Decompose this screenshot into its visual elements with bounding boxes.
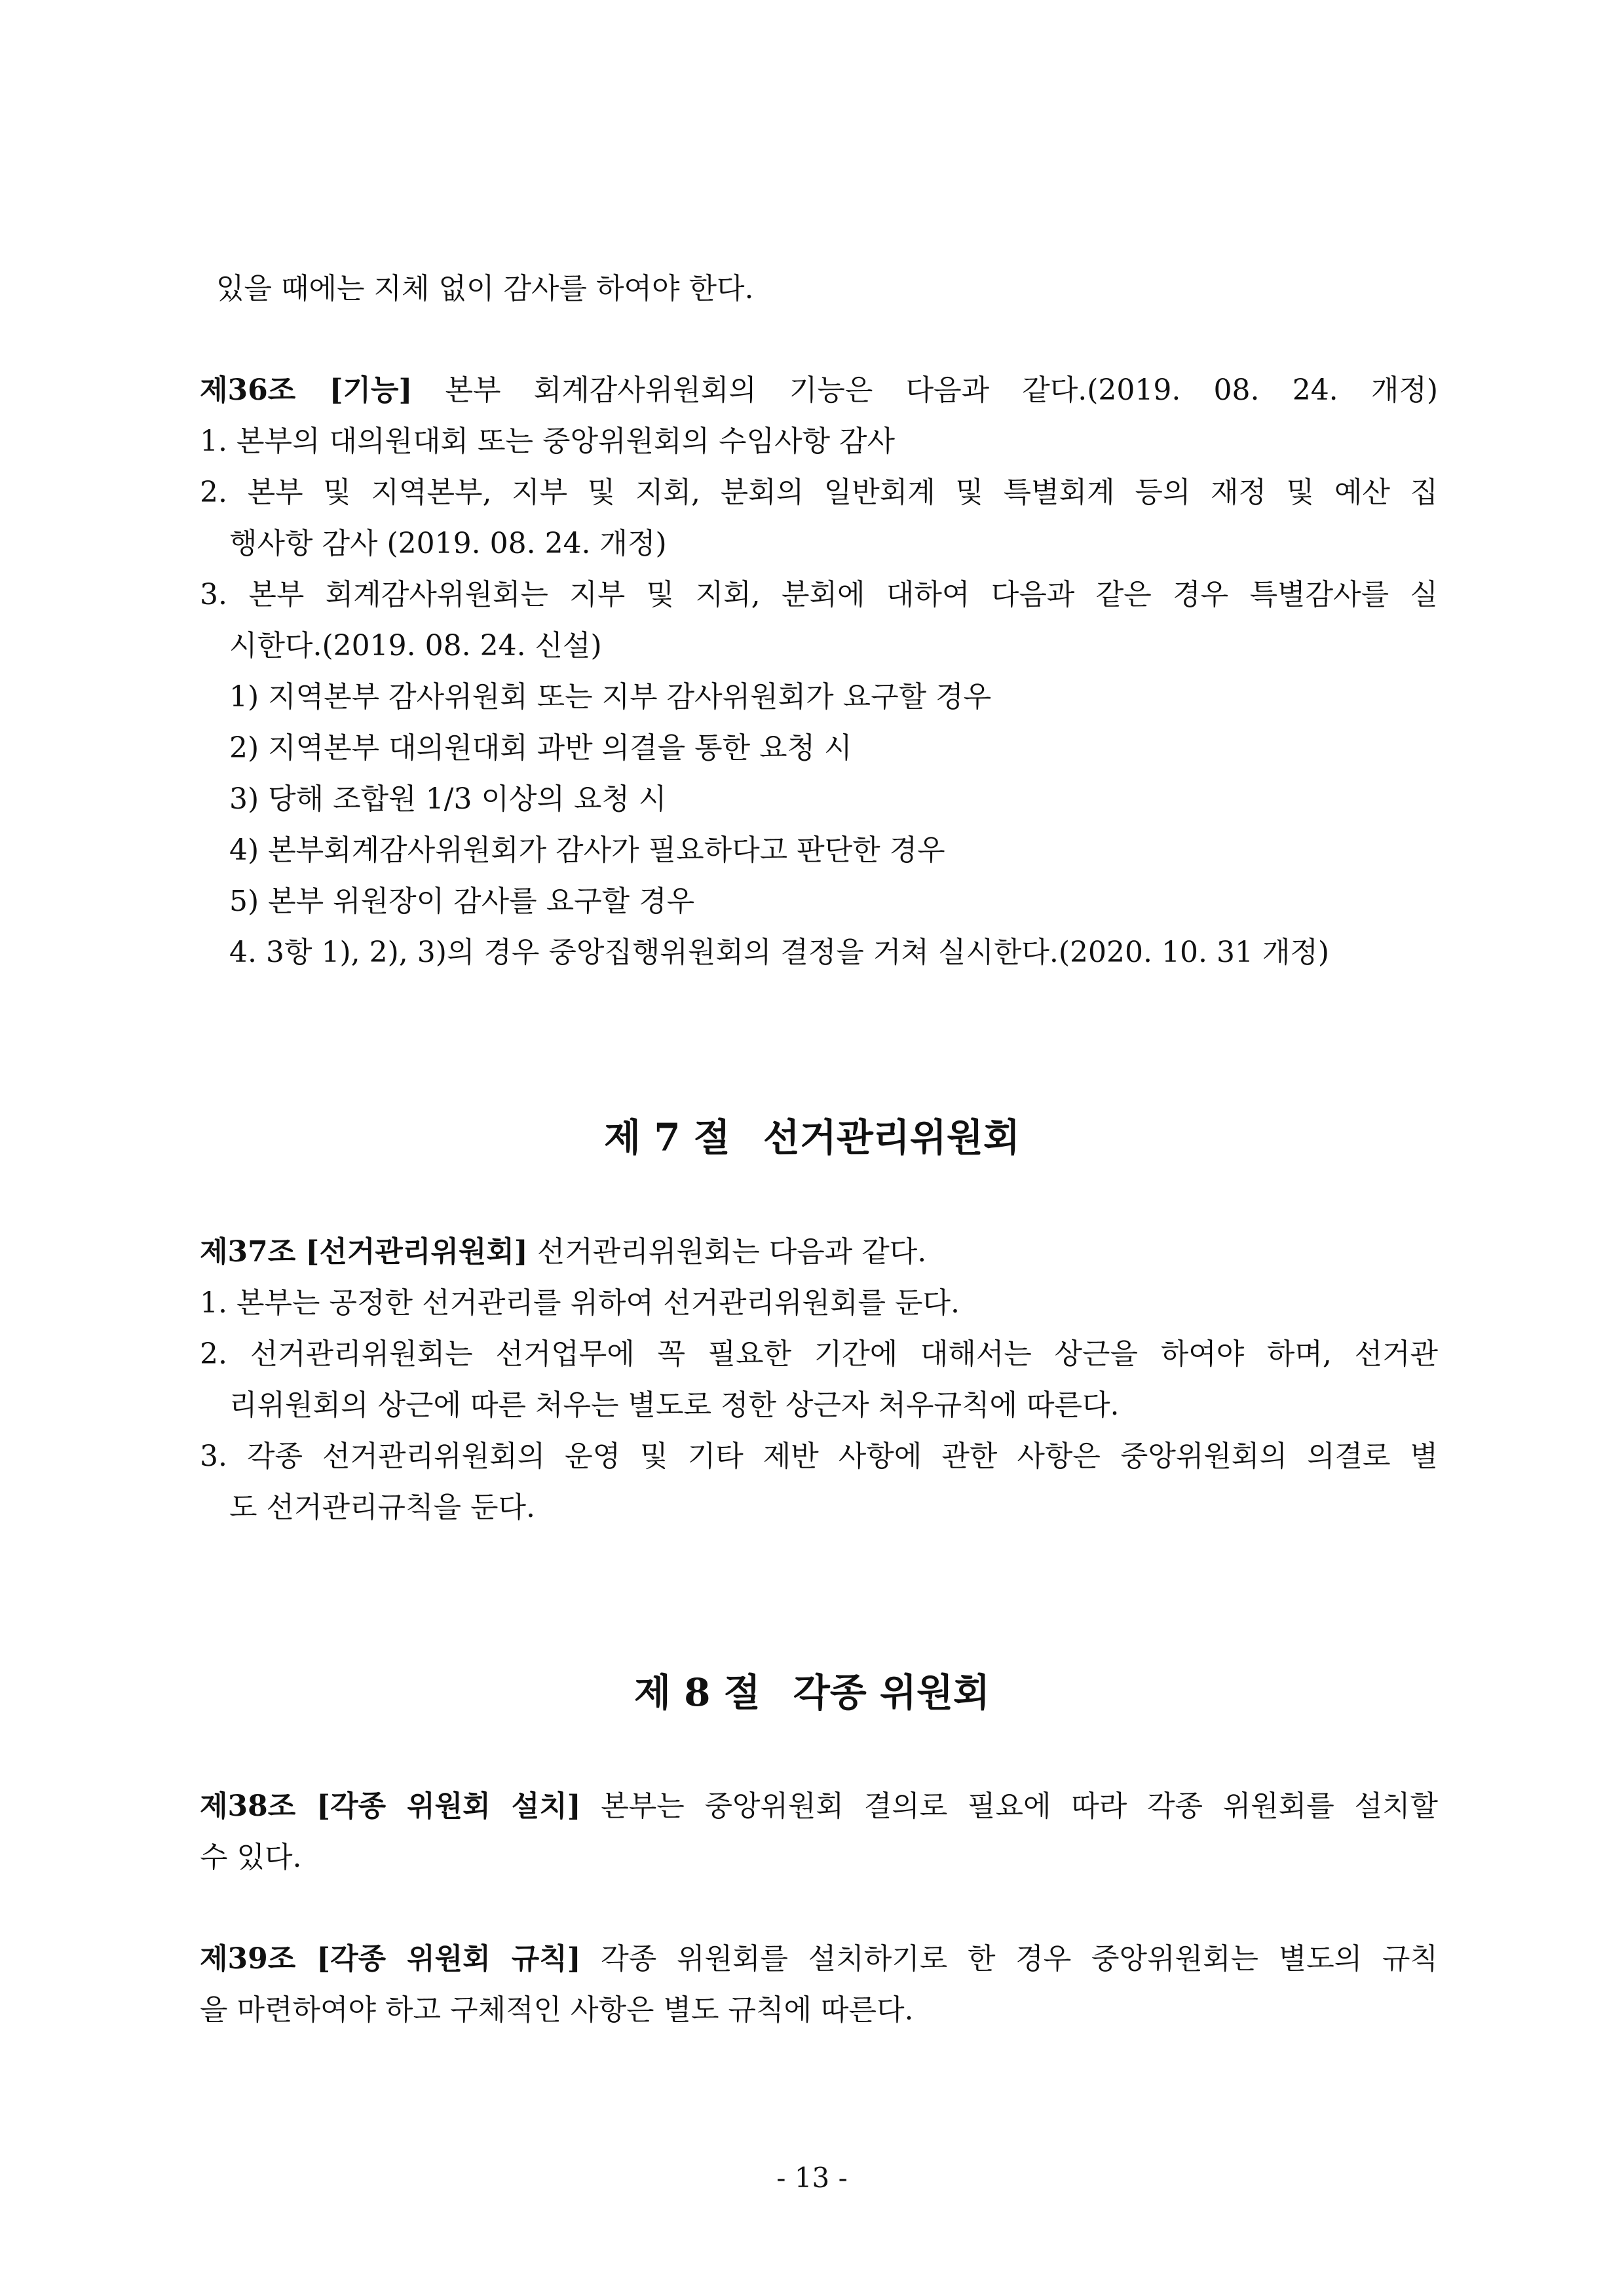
sub-list-item: 2) 지역본부 대의원대회 과반 의결을 통한 요청 시: [229, 731, 852, 765]
article-text: 각종 위원회를 설치하기로 한 경우 중앙위원회는 별도의 규칙: [580, 1942, 1438, 1976]
paragraph-line: 을 마련하여야 하고 구체적인 사항은 별도 규칙에 따른다.: [200, 1993, 914, 2027]
sub-list-item: 1) 지역본부 감사위원회 또는 지부 감사위원회가 요구할 경우: [229, 680, 992, 714]
list-item-continuation: 도 선거관리규칙을 둔다.: [229, 1491, 535, 1524]
sub-list-item: 4) 본부회계감사위원회가 감사가 필요하다고 판단한 경우: [229, 833, 945, 867]
list-item-continuation: 리위원회의 상근에 따른 처우는 별도로 정한 상근자 처우규칙에 따른다.: [229, 1388, 1120, 1422]
article-label: 제36조 [기능]: [200, 373, 413, 407]
sub-list-item: 5) 본부 위원장이 감사를 요구할 경우: [229, 885, 695, 918]
article-36-heading: [200, 371, 1438, 410]
list-item: 1. 본부는 공정한 선거관리를 위하여 선거관리위원회를 둔다.: [200, 1286, 960, 1320]
list-item: 2. 선거관리위원회는 선거업무에 꼭 필요한 기간에 대해서는 상근을 하여야 하며, 선거관: [200, 1337, 1438, 1371]
list-item: 2. 본부 및 지역본부, 지부 및 지회, 분회의 일반회계 및 특별회계 등의 재정 및 예산 집: [200, 476, 1438, 509]
list-item: 3. 각종 선거관리위원회의 운영 및 기타 제반 사항에 관한 사항은 중앙위원회의 의결로 별: [200, 1440, 1438, 1473]
list-item: 3. 본부 회계감사위원회는 지부 및 지회, 분회에 대하여 다음과 같은 경우 특별감사를 실: [200, 578, 1438, 611]
section-title: 각종 위원회: [793, 1670, 991, 1715]
list-item: 1. 본부의 대의원대회 또는 중앙위원회의 수임사항 감사: [200, 425, 895, 458]
article-text: 선거관리위원회는 다음과 같다.: [527, 1235, 927, 1269]
paragraph-line: 수 있다.: [200, 1841, 302, 1874]
article-38-heading: [200, 1787, 1438, 1826]
list-item-continuation: 행사항 감사 (2019. 08. 24. 개정): [229, 527, 667, 560]
article-37-heading: [200, 1233, 926, 1272]
article-label: 제37조 [선거관리위원회]: [200, 1235, 528, 1269]
section-title: 선거관리위원회: [763, 1115, 1020, 1160]
section-7-heading: [0, 1111, 1624, 1164]
article-39-heading: [200, 1940, 1438, 1979]
section-number: 제 7 절: [603, 1115, 730, 1160]
section-8-heading: [0, 1666, 1624, 1719]
article-text: 본부는 중앙위원회 결의로 필요에 따라 각종 위원회를 설치할: [580, 1789, 1438, 1823]
list-item-continuation: 시한다.(2019. 08. 24. 신설): [229, 629, 602, 662]
article-label: 제39조 [각종 위원회 규칙]: [200, 1942, 581, 1976]
paragraph-line: 있을 때에는 지체 없이 감사를 하여야 한다.: [216, 272, 754, 305]
page-number: - 13 -: [776, 2162, 848, 2194]
article-label: 제38조 [각종 위원회 설치]: [200, 1789, 581, 1823]
list-item: 4. 3항 1), 2), 3)의 경우 중앙집행위원회의 결정을 거쳐 실시한다.(2020. 10. 31 개정): [229, 936, 1330, 969]
sub-list-item: 3) 당해 조합원 1/3 이상의 요청 시: [229, 782, 667, 816]
article-text: 본부 회계감사위원회의 기능은 다음과 같다.(2019. 08. 24. 개정): [412, 373, 1438, 407]
section-number: 제 8 절: [633, 1670, 761, 1715]
